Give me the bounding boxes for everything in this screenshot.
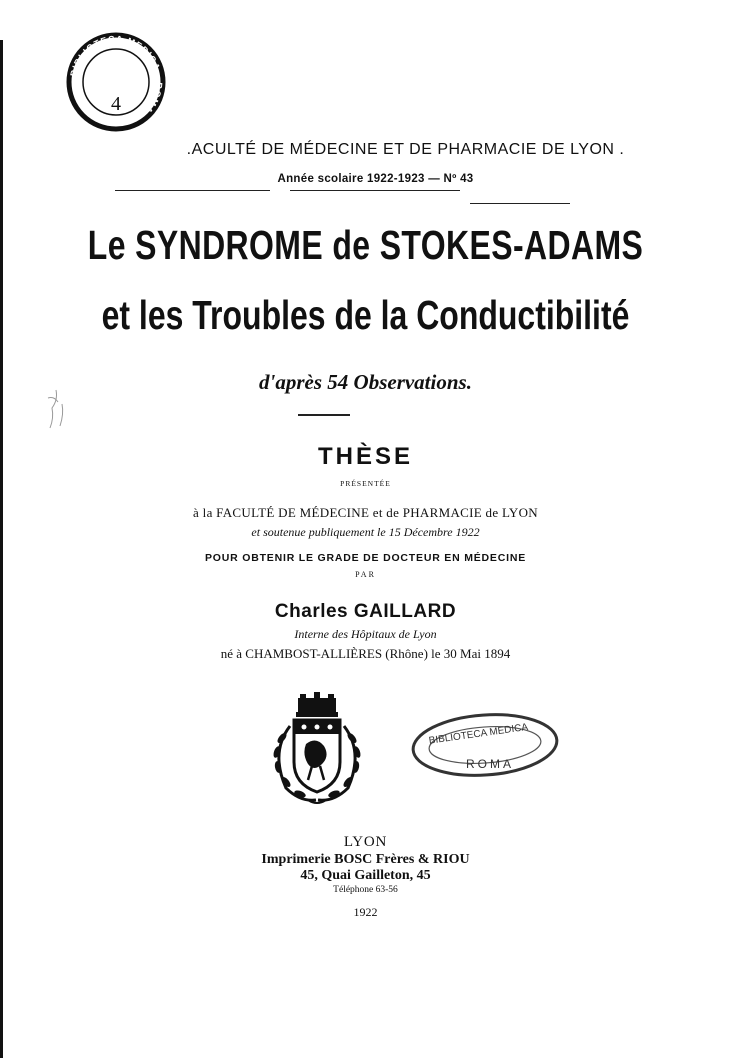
library-oval-stamp — [408, 706, 562, 784]
title-line-1: Le SYNDROME de STOKES-ADAMS — [87, 222, 644, 268]
author-title: Interne des Hôpitaux de Lyon — [294, 627, 437, 641]
faculty-header: .ACULTÉ DE MÉDECINE ET DE PHARMACIE DE LYON . — [186, 141, 625, 158]
svg-text:ROMA: ROMA — [466, 757, 514, 771]
these-heading: THÈSE — [317, 443, 413, 470]
rule-left — [115, 190, 270, 191]
rule-right — [470, 203, 570, 204]
coat-of-arms-emblem — [264, 692, 370, 810]
publisher-city: LYON — [343, 834, 388, 850]
library-stamp-seal — [64, 30, 168, 134]
publisher-telephone: Téléphone 63-56 — [333, 885, 398, 895]
rule-middle — [290, 190, 460, 191]
defense-date-line: et soutenue publiquement le 15 Décembre 1922 — [251, 525, 480, 539]
publisher-printer: Imprimerie BOSC Frères & RIOU — [261, 852, 470, 867]
subtitle: d'après 54 Observations. — [259, 370, 472, 394]
school-year-line: Année scolaire 1922-1923 — Nº 43 — [277, 173, 474, 185]
handwritten-margin-note — [40, 378, 80, 438]
stamp-number: 4 — [111, 93, 121, 115]
author-birth: né à CHAMBOST-ALLIÈRES (Rhône) le 30 Mai 1894 — [220, 646, 511, 661]
degree-line: POUR OBTENIR LE GRADE DE DOCTEUR EN MÉDECINE — [204, 552, 527, 564]
par-label: PAR — [355, 570, 376, 579]
title-separator — [298, 414, 350, 416]
presentee-label: PRÉSENTÉE — [340, 479, 391, 488]
author-name: Charles GAILLARD — [274, 601, 457, 622]
svg-text:BIBLIOTECA MEDICA: BIBLIOTECA MEDICA — [428, 721, 529, 747]
publication-year: 1922 — [353, 905, 378, 919]
faculty-line: à la FACULTÉ DE MÉDECINE et de PHARMACIE de LYON — [193, 505, 538, 520]
svg-text:BIBLIOTECA MEDICA · ROMA ·: BIBLIOTECA MEDICA · ROMA · — [68, 33, 165, 122]
title-line-2: et les Troubles de la Conductibilité — [101, 292, 630, 338]
publisher-address: 45, Quai Gailleton, 45 — [300, 868, 431, 883]
